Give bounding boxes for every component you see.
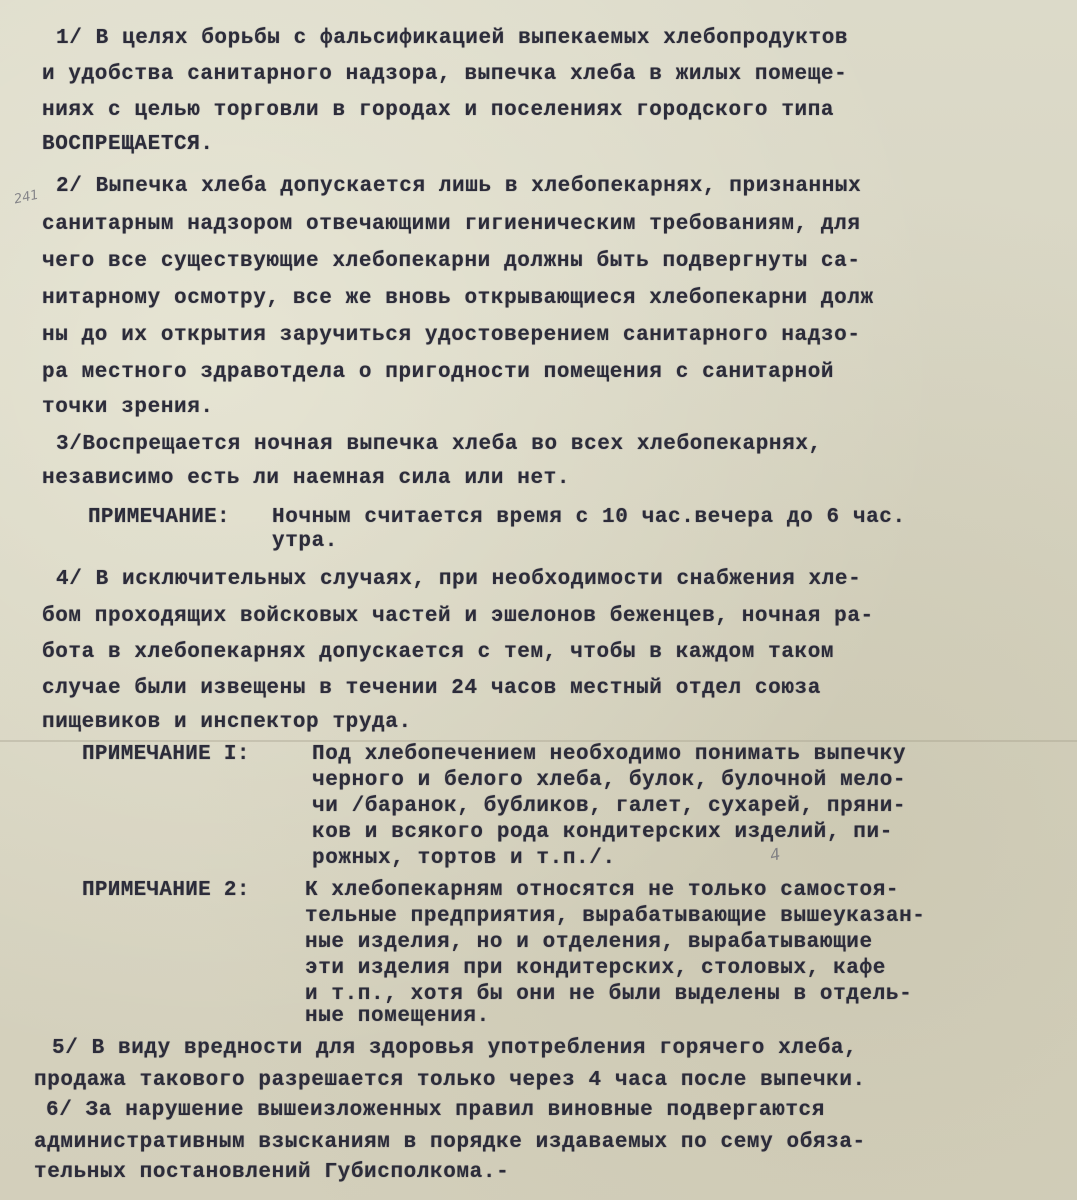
text-line: пищевиков и инспектор труда.	[42, 711, 412, 734]
text-line: санитарным надзором отвечающими гигиеническим требованиям, для	[42, 213, 861, 236]
note-label: ПРИМЕЧАНИЕ I:	[82, 743, 250, 766]
note-text-line: К хлебопекарням относятся не только самостоя-	[305, 879, 900, 902]
text-line: 3/Воспрещается ночная выпечка хлеба во всех хлебопекарнях,	[56, 433, 822, 456]
note-text-line: тельные предприятия, вырабатывающие вышеуказан-	[305, 905, 926, 928]
text-line: чего все существующие хлебопекарни должны быть подвергнуты са-	[42, 250, 861, 273]
note-label: ПРИМЕЧАНИЕ 2:	[82, 879, 250, 902]
text-line: независимо есть ли наемная сила или нет.	[42, 467, 571, 490]
text-line: случае были извещены в течении 24 часов местный отдел союза	[42, 677, 821, 700]
text-line: бом проходящих войсковых частей и эшелонов беженцев, ночная ра-	[42, 605, 874, 628]
text-line: административным взысканиям в порядке издаваемых по сему обяза-	[34, 1131, 866, 1154]
note-text-line: ные изделия, но и отделения, вырабатывающие	[305, 931, 873, 954]
text-line: и удобства санитарного надзора, выпечка хлеба в жилых помеще-	[42, 63, 848, 86]
text-line: 2/ Выпечка хлеба допускается лишь в хлебопекарнях, признанных	[56, 175, 862, 198]
note-text-line: чи /баранок, бубликов, галет, сухарей, пряни-	[312, 795, 907, 818]
note-text-line: утра.	[272, 530, 339, 553]
text-line: нитарному осмотру, все же вновь открывающиеся хлебопекарни долж	[42, 287, 874, 310]
note-text-line: рожных, тортов и т.п./.	[312, 847, 616, 870]
text-line: 1/ В целях борьбы с фальсификацией выпекаемых хлебопродуктов	[56, 27, 849, 50]
text-line: ниях с целью торговли в городах и поселениях городского типа	[42, 99, 835, 122]
text-line: 4/ В исключительных случаях, при необходимости снабжения хле-	[56, 568, 862, 591]
margin-pencil-note: 241	[12, 187, 41, 208]
margin-pencil-mark: 4	[768, 844, 783, 865]
text-line: продажа такового разрешается только через 4 часа после выпечки.	[34, 1069, 866, 1092]
text-line: точки зрения.	[42, 396, 214, 419]
note-text-line: эти изделия при кондитерских, столовых, кафе	[305, 957, 886, 980]
note-text-line: ков и всякого рода кондитерских изделий, пи-	[312, 821, 893, 844]
note-text-line: Ночным считается время с 10 час.вечера до 6 час.	[272, 506, 906, 529]
text-line: ны до их открытия заручиться удостоверением санитарного надзо-	[42, 324, 861, 347]
text-line: ВОСПРЕЩАЕТСЯ.	[42, 133, 214, 156]
text-line: 6/ За нарушение вышеизложенных правил виновные подвергаются	[46, 1099, 825, 1122]
text-line: 5/ В виду вредности для здоровья употребления горячего хлеба,	[52, 1037, 858, 1060]
text-line: бота в хлебопекарнях допускается с тем, чтобы в каждом таком	[42, 641, 835, 664]
text-line: тельных постановлений Губисполкома.-	[34, 1161, 510, 1184]
note-text-line: Под хлебопечением необходимо понимать выпечку	[312, 743, 907, 766]
note-label: ПРИМЕЧАНИЕ:	[88, 506, 230, 529]
text-line: ра местного здравотдела о пригодности помещения с санитарной	[42, 361, 835, 384]
note-text-line: и т.п., хотя бы они не были выделены в отдель-	[305, 983, 913, 1006]
note-text-line: черного и белого хлеба, булок, булочной мело-	[312, 769, 907, 792]
note-text-line: ные помещения.	[305, 1005, 490, 1028]
